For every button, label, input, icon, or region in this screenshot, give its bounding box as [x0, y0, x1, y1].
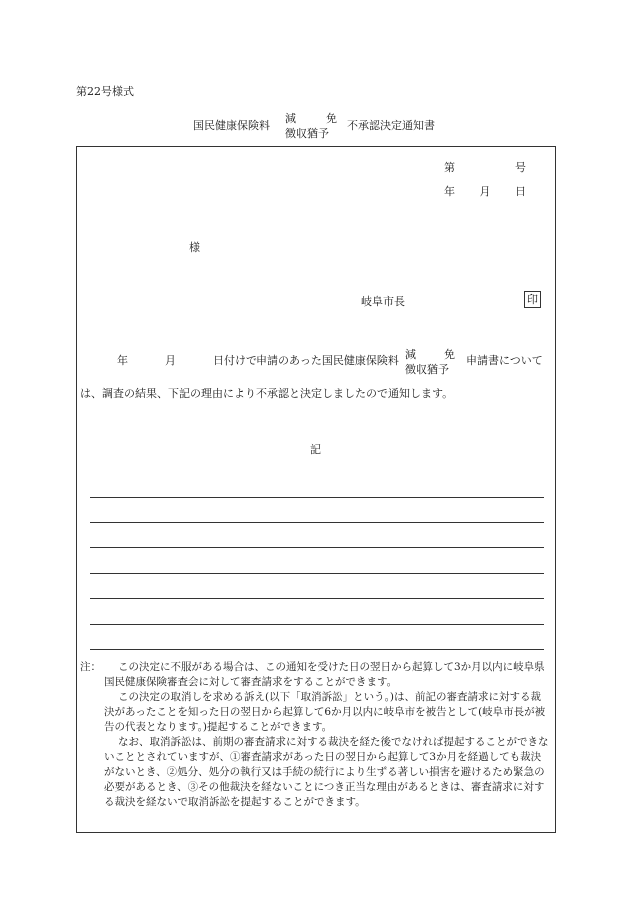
document-date [444, 186, 526, 197]
issuer: 岐阜市長 [361, 295, 405, 308]
reason-line [90, 547, 544, 548]
notes [80, 660, 550, 810]
ki-heading: 記 [310, 443, 321, 456]
reason-line [90, 649, 544, 650]
body-date [117, 355, 257, 366]
note-paragraph-3: なお、取消訴訟は、前期の審査請求に対する裁決を経た後でなければ提起することができないこととされていますが、①審査請求があった日の翌日から起算して3か月を経過しても裁決がないとき、②処分、処分の執行又は手続の続行により生ずる著しい損害を避けるため緊急の必要があるとき、③その他裁決を経ないことにつき正当な理由があるときは、審査請求に対する裁決を経ないで取消訴訟を提起することができます。 [104, 736, 549, 808]
body-line1-mid: 申請のあった国民健康保険料 [256, 354, 399, 367]
date-month: 月 [479, 185, 491, 198]
seal-mark: 印 [524, 291, 541, 308]
note-paragraph-1: この決定に不服がある場合は、この通知を受けた日の翌日から起算して3か月以内に岐阜県国民健康保険審査会に対して審査請求をすることができます。 [104, 661, 545, 688]
body-stack-men: 免 [444, 348, 455, 361]
body-line2: は、調査の結果、下記の理由により不承認と決定しましたので通知します。 [80, 387, 454, 400]
title-prefix: 国民健康保険料 [193, 119, 270, 132]
body-line1-end: 申請書について [466, 354, 543, 367]
body-stack-chosyu: 徴収猶予 [405, 363, 449, 376]
body-stack-gen: 減 [405, 348, 416, 361]
title-suffix: 不承認決定通知書 [347, 119, 435, 132]
addressee-suffix: 様 [189, 241, 200, 254]
reason-line [90, 573, 544, 574]
body-month: 月 [165, 354, 176, 367]
document-number-suffix: 号 [515, 161, 526, 174]
title-stack-gen: 減 [285, 112, 296, 125]
form-number: 第22号様式 [76, 85, 134, 98]
reason-line [90, 624, 544, 625]
body-stack [405, 347, 455, 377]
title-stack-men: 免 [326, 112, 337, 125]
body-day-text: 日付けで [213, 354, 257, 367]
reason-line [90, 598, 544, 599]
date-day: 日 [515, 185, 526, 198]
document-number-prefix: 第 [444, 161, 455, 174]
title-stack-chosyu: 徴収猶予 [285, 127, 329, 140]
title-stack [285, 111, 337, 141]
body-year: 年 [117, 354, 128, 367]
note-label: 注： [80, 661, 101, 673]
document-number [444, 162, 526, 173]
reason-line [90, 522, 544, 523]
reason-line [90, 497, 544, 498]
note-block [80, 660, 550, 810]
date-year: 年 [444, 185, 455, 198]
note-paragraph-2: この決定の取消しを求める訴え(以下「取消訴訟」という。)は、前記の審査請求に対する裁決があったことを知った日の翌日から起算して6か月以内に岐阜市を被告として(岐阜市長が被告の代表となります。)提起することができます。 [104, 691, 546, 733]
